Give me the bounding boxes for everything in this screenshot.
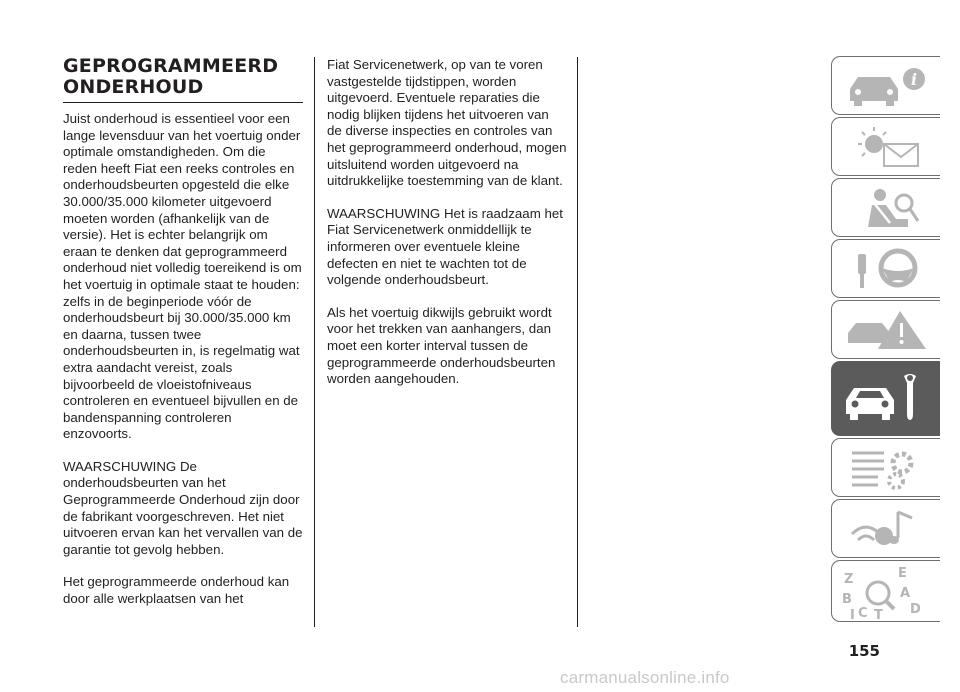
svg-text:i: i bbox=[910, 70, 918, 89]
technical-data-icon bbox=[838, 443, 938, 493]
page-number: 155 bbox=[848, 642, 880, 660]
key-steering-wheel-icon bbox=[838, 244, 938, 294]
index-letter: T bbox=[874, 608, 883, 621]
index-letter: A bbox=[900, 586, 911, 601]
index-letter: D bbox=[910, 602, 921, 617]
warning-paragraph: WAARSCHUWING De onderhoudsbeurten van het Geprogrammeerde Onderhoud zijn door de fabrikant voorgeschreven. Het niet uitvoeren ervan kan het vervallen van de garantie tot gevolg hebben. bbox=[63, 458, 303, 557]
paragraph: Juist onderhoud is essentieel voor een lange levensduur van het voertuig onder optimale omstandigheden. Om die reden heeft Fiat een reeks controles en onderhoudsbeurten opgesteld die elke 30.000/35.000 kilometer uitgevoerd moeten worden (afhankelijk van de versie). Het is echter belangrijk om eraan te denken dat geprogrammeerd onderhoud niet volledig toereikend is om het voertuig in optimale staat te houden: zelfs in de beginperiode vóór de onderhoudsbeurt bij 30.000/35.000 km en daarna, tussen twee onderhoudsbeurten in, is regelmatig wat extra aandacht vereist, zoals bijvoorbeeld de vloeistofniveaus controleren en eventueel bijvullen en de bandenspanning controleren enzovoorts. bbox=[63, 111, 302, 442]
tab-maintenance[interactable] bbox=[831, 361, 940, 436]
tab-starting-driving[interactable] bbox=[831, 239, 940, 298]
tab-technical-data[interactable] bbox=[831, 438, 940, 497]
index-letter: E bbox=[898, 566, 907, 581]
paragraph: Fiat Servicenetwerk, op van te voren vastgestelde tijdstippen, worden uitgevoerd. Eventuele reparaties die nodig blijken tijdens het uitvoeren van de diverse inspecties en controles van het geprogrammeerd onderhoud, mogen uitsluitend worden uitgevoerd na uitdrukkelijke toestemming van de klant. bbox=[327, 57, 567, 189]
tab-multimedia[interactable] bbox=[831, 499, 940, 558]
paragraph: Het geprogrammeerde onderhoud kan door alle werkplaatsen van het bbox=[63, 574, 290, 607]
tab-safety[interactable] bbox=[831, 178, 940, 237]
paragraph: Als het voertuig dikwijls gebruikt wordt voor het trekken van aanhangers, dan moet een korter interval tussen de geprogrammeerde onderhoudsbeurten worden aangehouden. bbox=[327, 304, 556, 387]
tab-index[interactable] bbox=[831, 560, 940, 622]
index-letter: B bbox=[842, 592, 852, 607]
tab-car-info[interactable] bbox=[831, 56, 940, 115]
watermark: carmanualsonline.info bbox=[560, 668, 730, 687]
safety-airbag-icon bbox=[838, 183, 938, 233]
middle-column bbox=[327, 57, 567, 388]
tab-emergency[interactable] bbox=[831, 300, 940, 359]
multimedia-icon bbox=[838, 504, 938, 554]
car-maintenance-icon bbox=[838, 366, 938, 432]
section-title bbox=[63, 56, 303, 103]
tab-warning-lights[interactable] bbox=[831, 117, 940, 176]
index-letter: I bbox=[850, 608, 855, 621]
emergency-icon bbox=[838, 305, 938, 355]
section-title-line2: ONDERHOUD bbox=[63, 76, 204, 98]
column-divider bbox=[577, 57, 578, 627]
index-letter: Z bbox=[844, 572, 854, 587]
index-letter: C bbox=[858, 606, 868, 621]
car-info-icon bbox=[838, 61, 938, 111]
section-title-line1: GEPROGRAMMEERD bbox=[63, 55, 279, 77]
warning-lights-icon bbox=[838, 122, 938, 172]
warning-paragraph: WAARSCHUWING Het is raadzaam het Fiat Servicenetwerk onmiddellijk te informeren over eventuele kleine defecten en niet te wachten tot de volgende onderhoudsbeurt. bbox=[327, 205, 563, 288]
left-column bbox=[63, 56, 303, 608]
column-divider bbox=[314, 57, 315, 627]
index-icon bbox=[838, 565, 938, 621]
